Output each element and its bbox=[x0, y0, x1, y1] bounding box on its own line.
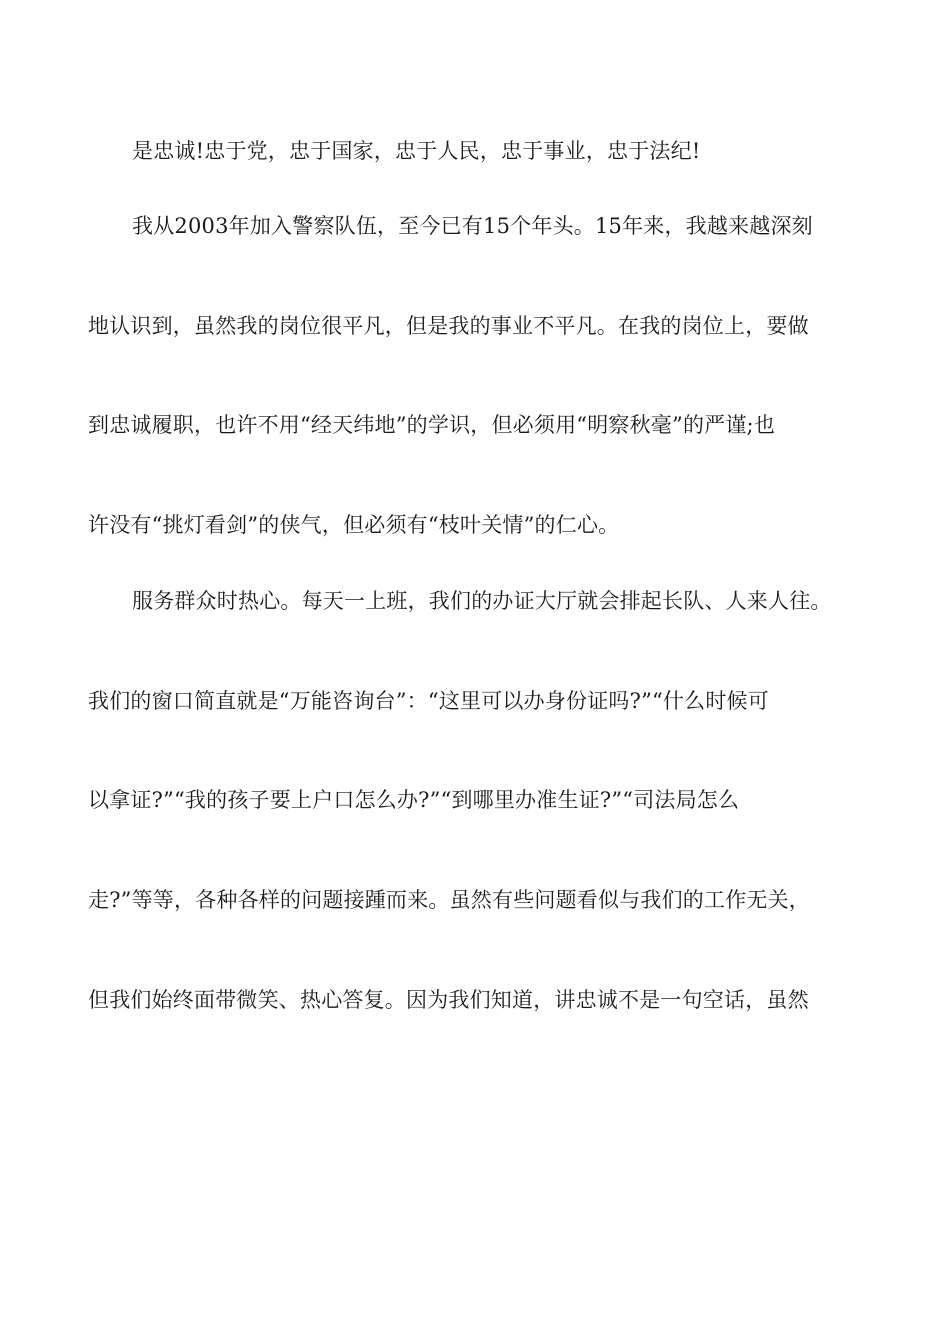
text-line-8: 以拿证?”“我的孩子要上户口怎么办?”“到哪里办准生证?”“司法局怎么 bbox=[88, 788, 740, 812]
text-line-4: 到忠诚履职，也许不用“经天纬地”的学识，但必须用“明察秋毫”的严谨;也 bbox=[88, 413, 776, 437]
text-line-1: 是忠诚!忠于党，忠于国家，忠于人民，忠于事业，忠于法纪! bbox=[132, 139, 701, 163]
text-line-10: 但我们始终面带微笑、热心答复。因为我们知道，讲忠诚不是一句空话，虽然 bbox=[88, 988, 809, 1012]
text-line-3: 地认识到，虽然我的岗位很平凡，但是我的事业不平凡。在我的岗位上，要做 bbox=[88, 314, 809, 338]
text-line-7: 我们的窗口简直就是“万能咨询台”：“这里可以办身份证吗?”“什么时候可 bbox=[88, 689, 769, 713]
text-line-5: 许没有“挑灯看剑”的侠气，但必须有“枝叶关情”的仁心。 bbox=[88, 513, 620, 537]
text-line-9: 走?”等等，各种各样的问题接踵而来。虽然有些问题看似与我们的工作无关， bbox=[88, 888, 810, 912]
text-line-2: 我从2003年加入警察队伍，至今已有15个年头。15年来，我越来越深刻 bbox=[132, 214, 813, 238]
text-line-6: 服务群众时热心。每天一上班，我们的办证大厅就会排起长队、人来人往。 bbox=[132, 589, 832, 613]
